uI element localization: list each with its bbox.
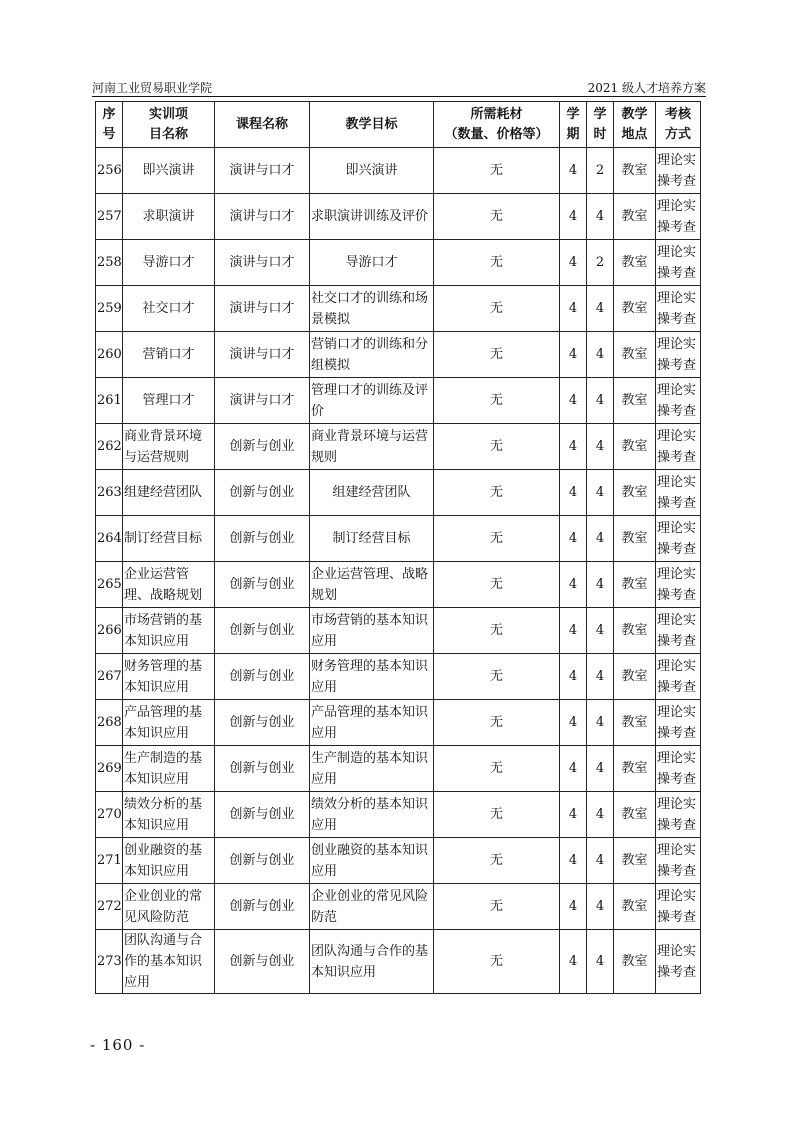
cell-hours: 4 — [587, 608, 614, 654]
col-header-material: 所需耗材 （数量、价格等） — [434, 102, 560, 148]
cell-item: 管理口才 — [123, 378, 215, 424]
cell-item: 团队沟通与合作的基本知识应用 — [123, 930, 215, 994]
cell-term: 4 — [560, 194, 587, 240]
cell-term: 4 — [560, 148, 587, 194]
cell-item: 市场营销的基本知识应用 — [123, 608, 215, 654]
cell-assess: 理论实操考查 — [656, 286, 701, 332]
table-row — [96, 424, 701, 470]
cell-material: 无 — [434, 148, 560, 194]
cell-assess: 理论实操考查 — [656, 378, 701, 424]
cell-hours: 4 — [587, 424, 614, 470]
table-row — [96, 240, 701, 286]
cell-assess: 理论实操考查 — [656, 516, 701, 562]
cell-place: 教室 — [614, 516, 656, 562]
header-rule — [92, 96, 706, 97]
cell-goal: 求职演讲训练及评价 — [310, 194, 434, 240]
cell-no: 265 — [96, 562, 123, 608]
col-header-item: 实训项 目名称 — [123, 102, 215, 148]
cell-course: 创新与创业 — [215, 930, 310, 994]
cell-place: 教室 — [614, 930, 656, 994]
cell-course: 创新与创业 — [215, 792, 310, 838]
cell-material: 无 — [434, 930, 560, 994]
cell-goal: 企业创业的常见风险防范 — [310, 884, 434, 930]
cell-course: 创新与创业 — [215, 608, 310, 654]
cell-material: 无 — [434, 516, 560, 562]
cell-material: 无 — [434, 792, 560, 838]
cell-term: 4 — [560, 516, 587, 562]
col-header-assess: 考核 方式 — [656, 102, 701, 148]
cell-item: 导游口才 — [123, 240, 215, 286]
header-institution: 河南工业贸易职业学院 — [92, 81, 213, 95]
cell-item: 制订经营目标 — [123, 516, 215, 562]
col-header-no: 序 号 — [96, 102, 123, 148]
cell-no: 272 — [96, 884, 123, 930]
cell-no: 269 — [96, 746, 123, 792]
cell-item: 财务管理的基本知识应用 — [123, 654, 215, 700]
table-row — [96, 654, 701, 700]
col-header-goal: 教学目标 — [310, 102, 434, 148]
cell-hours: 4 — [587, 700, 614, 746]
cell-assess: 理论实操考查 — [656, 838, 701, 884]
cell-course: 创新与创业 — [215, 838, 310, 884]
cell-goal: 绩效分析的基本知识应用 — [310, 792, 434, 838]
cell-no: 266 — [96, 608, 123, 654]
cell-assess: 理论实操考查 — [656, 424, 701, 470]
cell-course: 演讲与口才 — [215, 240, 310, 286]
cell-goal: 即兴演讲 — [310, 148, 434, 194]
cell-material: 无 — [434, 424, 560, 470]
cell-place: 教室 — [614, 194, 656, 240]
cell-goal: 管理口才的训练及评价 — [310, 378, 434, 424]
cell-place: 教室 — [614, 746, 656, 792]
cell-no: 267 — [96, 654, 123, 700]
table-row — [96, 700, 701, 746]
cell-course: 演讲与口才 — [215, 286, 310, 332]
cell-item: 企业创业的常见风险防范 — [123, 884, 215, 930]
cell-item: 绩效分析的基本知识应用 — [123, 792, 215, 838]
cell-hours: 4 — [587, 194, 614, 240]
cell-no: 258 — [96, 240, 123, 286]
cell-place: 教室 — [614, 608, 656, 654]
cell-no: 268 — [96, 700, 123, 746]
table-row — [96, 838, 701, 884]
table-row — [96, 516, 701, 562]
table-row — [96, 930, 701, 994]
cell-goal: 商业背景环境与运营规则 — [310, 424, 434, 470]
page-header — [92, 80, 706, 96]
cell-place: 教室 — [614, 148, 656, 194]
cell-hours: 4 — [587, 562, 614, 608]
table-row — [96, 746, 701, 792]
cell-goal: 创业融资的基本知识应用 — [310, 838, 434, 884]
cell-material: 无 — [434, 240, 560, 286]
cell-no: 264 — [96, 516, 123, 562]
cell-no: 273 — [96, 930, 123, 994]
cell-place: 教室 — [614, 286, 656, 332]
cell-course: 演讲与口才 — [215, 378, 310, 424]
cell-term: 4 — [560, 562, 587, 608]
cell-no: 270 — [96, 792, 123, 838]
cell-place: 教室 — [614, 240, 656, 286]
cell-item: 产品管理的基本知识应用 — [123, 700, 215, 746]
table-row — [96, 194, 701, 240]
col-header-term: 学 期 — [560, 102, 587, 148]
cell-goal: 营销口才的训练和分组模拟 — [310, 332, 434, 378]
cell-material: 无 — [434, 286, 560, 332]
table-row — [96, 562, 701, 608]
cell-material: 无 — [434, 654, 560, 700]
cell-course: 创新与创业 — [215, 746, 310, 792]
cell-course: 演讲与口才 — [215, 194, 310, 240]
cell-term: 4 — [560, 424, 587, 470]
cell-hours: 4 — [587, 746, 614, 792]
table-row — [96, 332, 701, 378]
cell-material: 无 — [434, 700, 560, 746]
cell-goal: 组建经营团队 — [310, 470, 434, 516]
table-row — [96, 148, 701, 194]
cell-hours: 4 — [587, 286, 614, 332]
cell-hours: 4 — [587, 332, 614, 378]
cell-no: 261 — [96, 378, 123, 424]
cell-goal: 团队沟通与合作的基本知识应用 — [310, 930, 434, 994]
cell-item: 企业运营管理、战略规划 — [123, 562, 215, 608]
cell-place: 教室 — [614, 838, 656, 884]
table-row — [96, 608, 701, 654]
cell-hours: 4 — [587, 654, 614, 700]
cell-term: 4 — [560, 792, 587, 838]
cell-goal: 社交口才的训练和场景模拟 — [310, 286, 434, 332]
cell-course: 创新与创业 — [215, 654, 310, 700]
cell-no: 271 — [96, 838, 123, 884]
col-header-hours: 学 时 — [587, 102, 614, 148]
cell-course: 演讲与口才 — [215, 148, 310, 194]
col-header-course: 课程名称 — [215, 102, 310, 148]
cell-course: 创新与创业 — [215, 884, 310, 930]
cell-assess: 理论实操考查 — [656, 240, 701, 286]
table-row — [96, 378, 701, 424]
cell-item: 即兴演讲 — [123, 148, 215, 194]
cell-item: 创业融资的基本知识应用 — [123, 838, 215, 884]
cell-hours: 4 — [587, 884, 614, 930]
cell-goal: 生产制造的基本知识应用 — [310, 746, 434, 792]
table-row — [96, 286, 701, 332]
cell-place: 教室 — [614, 378, 656, 424]
cell-goal: 制订经营目标 — [310, 516, 434, 562]
cell-assess: 理论实操考查 — [656, 332, 701, 378]
cell-hours: 4 — [587, 838, 614, 884]
cell-item: 生产制造的基本知识应用 — [123, 746, 215, 792]
cell-goal: 财务管理的基本知识应用 — [310, 654, 434, 700]
cell-item: 社交口才 — [123, 286, 215, 332]
cell-course: 创新与创业 — [215, 562, 310, 608]
col-header-place: 教学 地点 — [614, 102, 656, 148]
cell-place: 教室 — [614, 884, 656, 930]
cell-hours: 2 — [587, 240, 614, 286]
cell-material: 无 — [434, 332, 560, 378]
cell-material: 无 — [434, 608, 560, 654]
cell-no: 256 — [96, 148, 123, 194]
cell-assess: 理论实操考查 — [656, 608, 701, 654]
cell-course: 创新与创业 — [215, 470, 310, 516]
cell-term: 4 — [560, 930, 587, 994]
header-doc-title: 2021 级人才培养方案 — [587, 81, 706, 95]
table-row — [96, 470, 701, 516]
cell-goal: 企业运营管理、战略规划 — [310, 562, 434, 608]
cell-assess: 理论实操考查 — [656, 746, 701, 792]
cell-material: 无 — [434, 562, 560, 608]
cell-course: 演讲与口才 — [215, 332, 310, 378]
cell-term: 4 — [560, 608, 587, 654]
cell-assess: 理论实操考查 — [656, 470, 701, 516]
table-header-row — [96, 102, 701, 148]
cell-material: 无 — [434, 746, 560, 792]
cell-material: 无 — [434, 194, 560, 240]
cell-hours: 4 — [587, 516, 614, 562]
cell-material: 无 — [434, 838, 560, 884]
cell-item: 组建经营团队 — [123, 470, 215, 516]
cell-goal: 市场营销的基本知识应用 — [310, 608, 434, 654]
cell-term: 4 — [560, 470, 587, 516]
cell-material: 无 — [434, 884, 560, 930]
cell-place: 教室 — [614, 792, 656, 838]
cell-course: 创新与创业 — [215, 700, 310, 746]
cell-item: 营销口才 — [123, 332, 215, 378]
page-number: - 160 - — [90, 1036, 146, 1054]
cell-place: 教室 — [614, 654, 656, 700]
cell-place: 教室 — [614, 700, 656, 746]
cell-assess: 理论实操考查 — [656, 562, 701, 608]
cell-place: 教室 — [614, 332, 656, 378]
cell-term: 4 — [560, 378, 587, 424]
cell-assess: 理论实操考查 — [656, 930, 701, 994]
cell-term: 4 — [560, 332, 587, 378]
table-row — [96, 884, 701, 930]
cell-goal: 导游口才 — [310, 240, 434, 286]
cell-place: 教室 — [614, 470, 656, 516]
cell-material: 无 — [434, 470, 560, 516]
cell-place: 教室 — [614, 424, 656, 470]
cell-assess: 理论实操考查 — [656, 792, 701, 838]
cell-item: 商业背景环境与运营规则 — [123, 424, 215, 470]
cell-term: 4 — [560, 838, 587, 884]
cell-no: 257 — [96, 194, 123, 240]
cell-place: 教室 — [614, 562, 656, 608]
cell-course: 创新与创业 — [215, 516, 310, 562]
cell-course: 创新与创业 — [215, 424, 310, 470]
cell-term: 4 — [560, 700, 587, 746]
cell-no: 262 — [96, 424, 123, 470]
cell-term: 4 — [560, 884, 587, 930]
cell-no: 263 — [96, 470, 123, 516]
cell-assess: 理论实操考查 — [656, 700, 701, 746]
table-row — [96, 792, 701, 838]
cell-material: 无 — [434, 378, 560, 424]
cell-assess: 理论实操考查 — [656, 654, 701, 700]
cell-hours: 4 — [587, 930, 614, 994]
cell-hours: 4 — [587, 792, 614, 838]
cell-hours: 4 — [587, 378, 614, 424]
cell-item: 求职演讲 — [123, 194, 215, 240]
cell-assess: 理论实操考查 — [656, 148, 701, 194]
training-table — [95, 101, 701, 994]
cell-hours: 2 — [587, 148, 614, 194]
cell-term: 4 — [560, 240, 587, 286]
cell-hours: 4 — [587, 470, 614, 516]
cell-term: 4 — [560, 286, 587, 332]
cell-no: 260 — [96, 332, 123, 378]
cell-goal: 产品管理的基本知识应用 — [310, 700, 434, 746]
cell-term: 4 — [560, 654, 587, 700]
cell-no: 259 — [96, 286, 123, 332]
cell-term: 4 — [560, 746, 587, 792]
cell-assess: 理论实操考查 — [656, 194, 701, 240]
cell-assess: 理论实操考查 — [656, 884, 701, 930]
